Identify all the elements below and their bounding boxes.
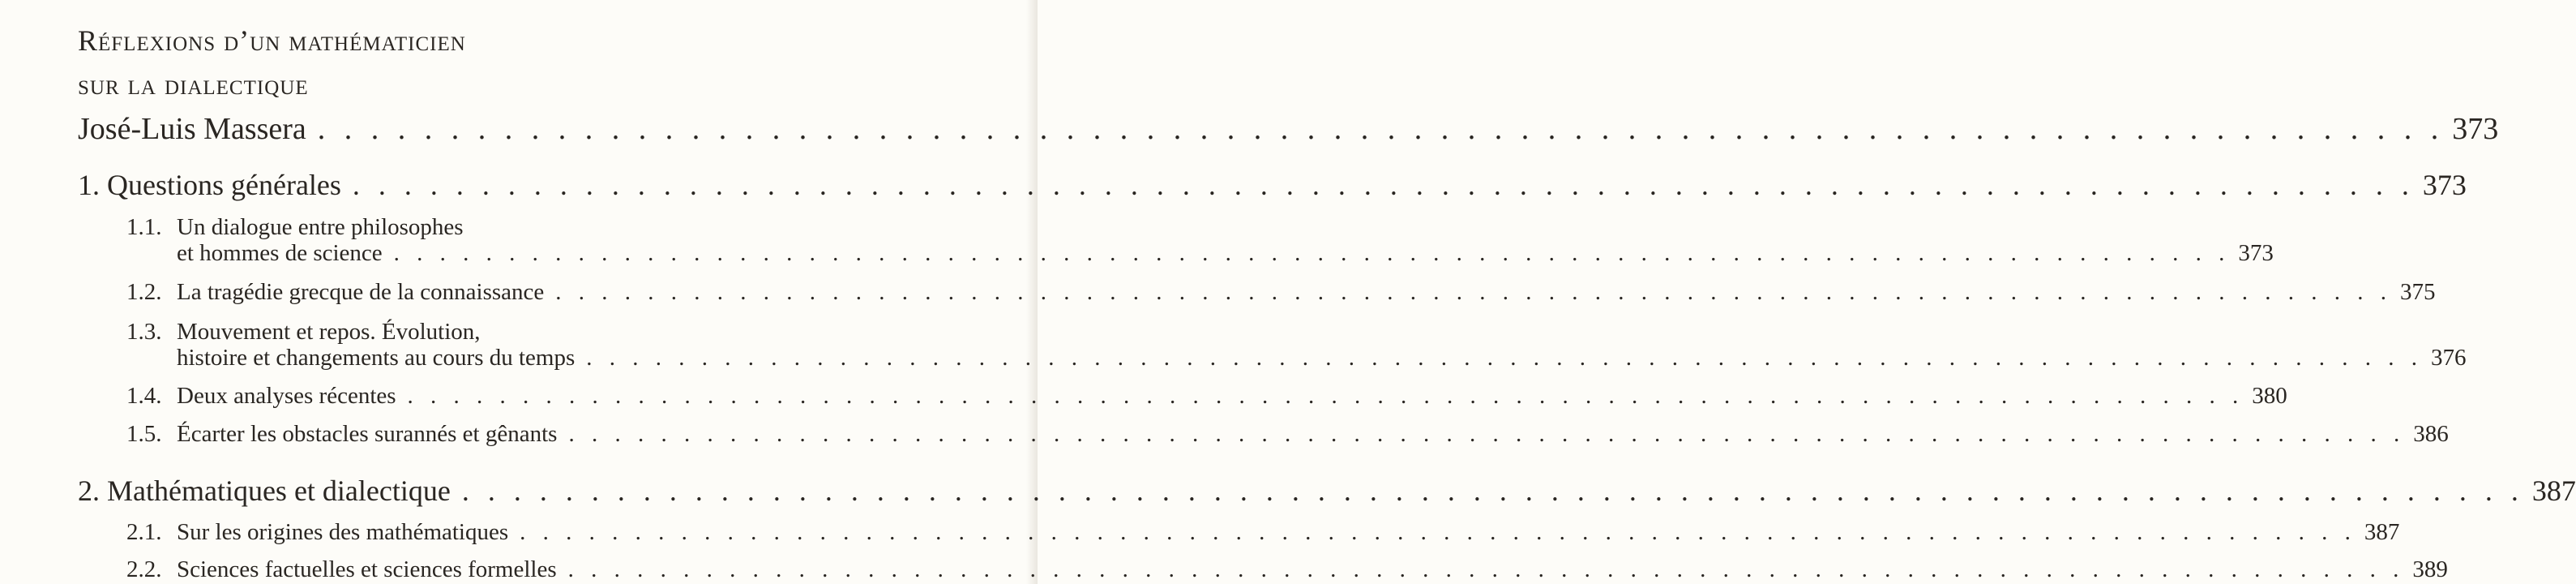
page-number: 387 — [2531, 474, 2576, 507]
chapter-title-line-2: sur la dialectique — [78, 68, 309, 101]
item-title: Deux analyses récentes — [177, 383, 396, 409]
page-number: 373 — [2452, 112, 2499, 146]
item-title: Mouvement et repos. Évolution, — [177, 319, 481, 345]
item-number: 1.5. — [126, 421, 162, 447]
page-number: 386 — [2413, 421, 2449, 447]
dot-leader: . . . . . . . . . . . . . . . . . . . . . . . . . . . . . . . . . . . . . . . . . . . . . . . . . . . . . . . . . . . . . . . . . . . . . . . . . . . . . . . . — [567, 556, 2405, 582]
toc-item-1-3-line-1[interactable] — [126, 320, 481, 344]
section-title: 2. Mathématiques et dialectique — [78, 474, 451, 507]
page-number: 373 — [2238, 240, 2274, 266]
dot-leader: . . . . . . . . . . . . . . . . . . . . . . . . . . . . . . . . . . . . . . . . . . . . . . . . . . . . . . . . . . . . . . . . . . . . . . . . . . . . . . . . — [461, 474, 2524, 507]
dot-leader: . . . . . . . . . . . . . . . . . . . . . . . . . . . . . . . . . . . . . . . . . . . . . . . . . . . . . . . . . . . . . . . . . . . . . . . . . . . . . . . . — [393, 240, 2231, 266]
item-title-continuation: histoire et changements au cours du temps — [177, 345, 576, 371]
page-number: 376 — [2431, 345, 2467, 371]
item-number: 2.1. — [126, 519, 162, 545]
section-title: 1. Questions générales — [78, 169, 341, 201]
toc-item-1-3-line-2[interactable] — [177, 345, 2467, 371]
toc-item-1-4[interactable] — [126, 383, 2287, 409]
dot-leader: . . . . . . . . . . . . . . . . . . . . . . . . . . . . . . . . . . . . . . . . . . . . . . . . . . . . . . . . . . . . . . . . . . . . . . . . . . . . . . . . — [568, 421, 2406, 447]
page-number: 375 — [2400, 279, 2436, 305]
chapter-title-line-1: Réflexions d’un mathématicien — [78, 24, 466, 57]
item-number: 1.4. — [126, 383, 162, 409]
item-title: Un dialogue entre philosophes — [177, 214, 464, 240]
page-number: 373 — [2422, 169, 2467, 201]
item-title: La tragédie grecque de la connaissance — [177, 279, 545, 305]
item-number: 2.2. — [126, 556, 162, 582]
item-title: Écarter les obstacles surannés et gênants — [177, 421, 558, 447]
item-title-continuation: et hommes de science — [177, 240, 383, 266]
toc-section-2[interactable] — [78, 474, 2576, 507]
toc-item-1-1-line-2[interactable] — [177, 240, 2274, 266]
item-title: Sur les origines des mathématiques — [177, 519, 509, 545]
author-name: José-Luis Massera — [78, 112, 306, 146]
toc-item-2-1[interactable] — [126, 519, 2400, 545]
toc-entry-author[interactable] — [78, 112, 2499, 146]
dot-leader: . . . . . . . . . . . . . . . . . . . . . . . . . . . . . . . . . . . . . . . . . . . . . . . . . . . . . . . . . . . . . . . . . . . . . . . . . . . . . . . . — [555, 279, 2393, 305]
toc-item-1-2[interactable] — [126, 279, 2436, 305]
page-number: 389 — [2412, 556, 2448, 582]
toc-item-1-1-line-1[interactable] — [126, 216, 464, 239]
dot-leader: . . . . . . . . . . . . . . . . . . . . . . . . . . . . . . . . . . . . . . . . . . . . . . . . . . . . . . . . . . . . . . . . . . . . . . . . . . . . . . . . — [407, 383, 2244, 409]
dot-leader: . . . . . . . . . . . . . . . . . . . . . . . . . . . . . . . . . . . . . . . . . . . . . . . . . . . . . . . . . . . . . . . . . . . . . . . . . . . . . . . . — [317, 112, 2445, 146]
toc-item-2-2[interactable] — [126, 556, 2448, 582]
item-number: 1.3. — [126, 319, 162, 345]
dot-leader: . . . . . . . . . . . . . . . . . . . . . . . . . . . . . . . . . . . . . . . . . . . . . . . . . . . . . . . . . . . . . . . . . . . . . . . . . . . . . . . . — [352, 169, 2415, 201]
item-number: 1.2. — [126, 279, 162, 305]
item-title: Sciences factuelles et sciences formelles — [177, 556, 557, 582]
page-number: 380 — [2252, 383, 2287, 409]
toc-item-1-5[interactable] — [126, 421, 2449, 447]
toc-section-1[interactable] — [78, 169, 2467, 201]
page-number: 387 — [2364, 519, 2400, 545]
dot-leader: . . . . . . . . . . . . . . . . . . . . . . . . . . . . . . . . . . . . . . . . . . . . . . . . . . . . . . . . . . . . . . . . . . . . . . . . . . . . . . . . — [586, 345, 2424, 371]
dot-leader: . . . . . . . . . . . . . . . . . . . . . . . . . . . . . . . . . . . . . . . . . . . . . . . . . . . . . . . . . . . . . . . . . . . . . . . . . . . . . . . . — [520, 519, 2356, 545]
item-number: 1.1. — [126, 214, 162, 240]
